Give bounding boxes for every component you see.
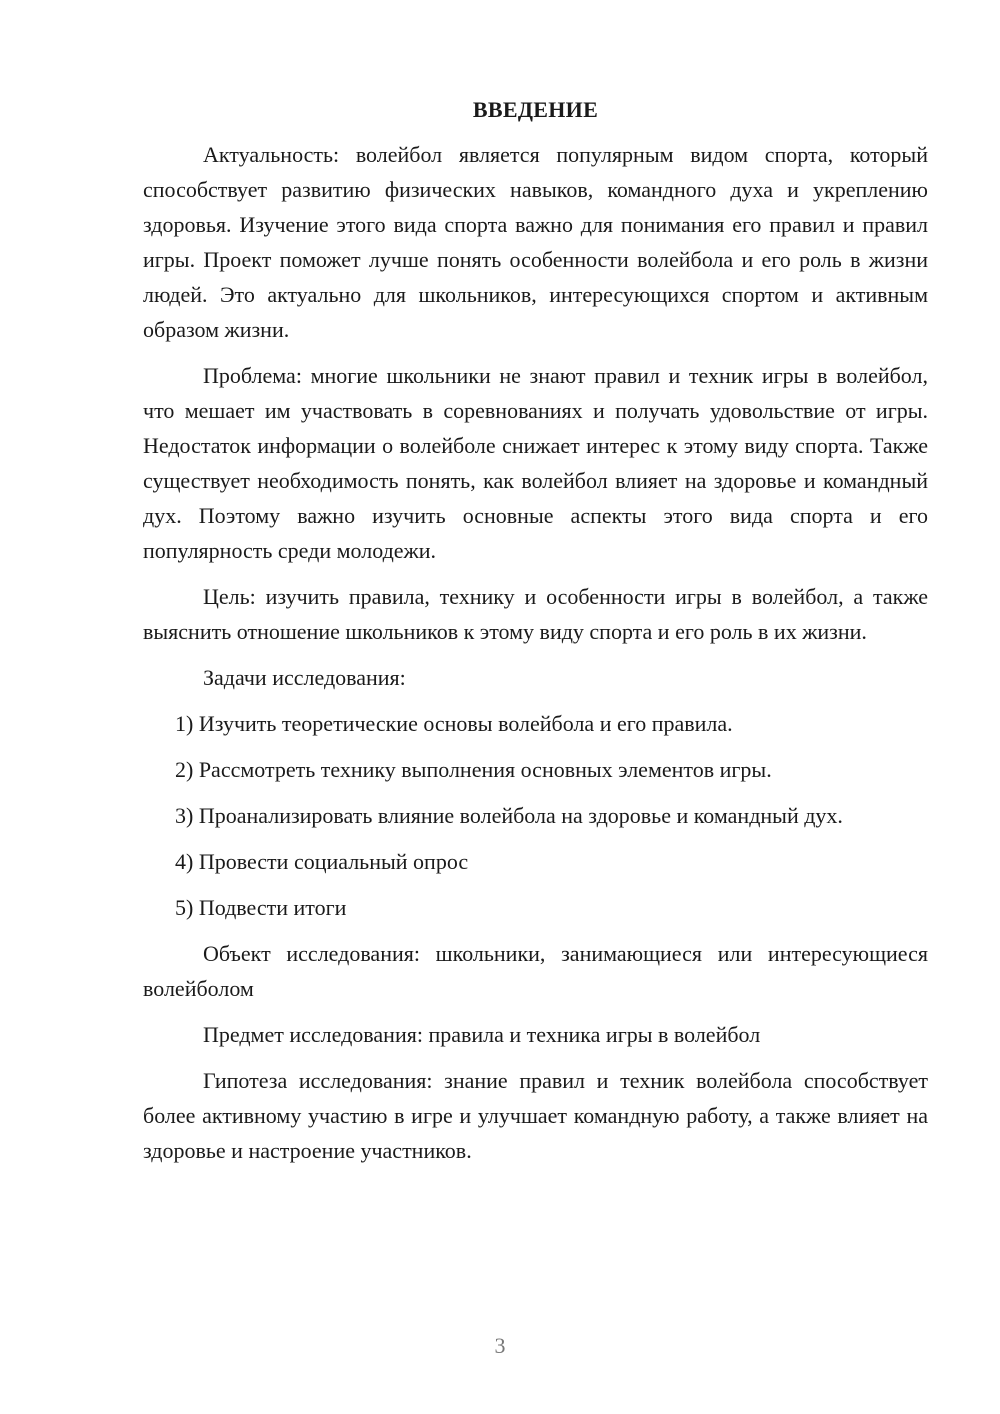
task-item-4: 4) Провести социальный опрос [175,849,469,874]
task-item-1: 1) Изучить теоретические основы волейбола и его правила. [175,711,733,736]
relevance-paragraph: Актуальность: волейбол является популярным видом спорта, который способствует развитию физических навыков, командного духа и укреплению здоровья. Изучение этого вида спорта важно для понимания его правил и правил игры. Проект поможет лучше понять особенности волейбола и его роль в жизни людей. Это актуально для школьников, интересующихся спортом и активным образом жизни. [143,142,928,342]
object-paragraph: Объект исследования: школьники, занимающиеся или интересующиеся волейболом [143,941,928,1001]
task-item-3: 3) Проанализировать влияние волейбола на здоровье и командный дух. [175,803,843,828]
tasks-heading: Задачи исследования: [203,665,406,690]
problem-paragraph: Проблема: многие школьники не знают правил и техник игры в волейбол, что мешает им участвовать в соревнованиях и получать удовольствие от игры. Недостаток информации о волейболе снижает интерес к этому виду спорта. Также существует необходимость понять, как волейбол влияет на здоровье и командный дух. Поэтому важно изучить основные аспекты этого вида спорта и его популярность среди молодежи. [143,363,928,563]
task-item-5: 5) Подвести итоги [175,895,347,920]
goal-paragraph: Цель: изучить правила, технику и особенности игры в волейбол, а также выяснить отношение школьников к этому виду спорта и его роль в их жизни. [143,584,928,644]
task-item-2: 2) Рассмотреть технику выполнения основных элементов игры. [175,757,772,782]
subject-paragraph: Предмет исследования: правила и техника игры в волейбол [203,1022,761,1047]
page-number: 3 [494,1333,506,1358]
section-title: ВВЕДЕНИЕ [472,97,599,122]
document-page [143,92,928,1179]
hypothesis-paragraph: Гипотеза исследования: знание правил и техник волейбола способствует более активному участию в игре и улучшает командную работу, а также влияет на здоровье и настроение участников. [143,1068,928,1163]
